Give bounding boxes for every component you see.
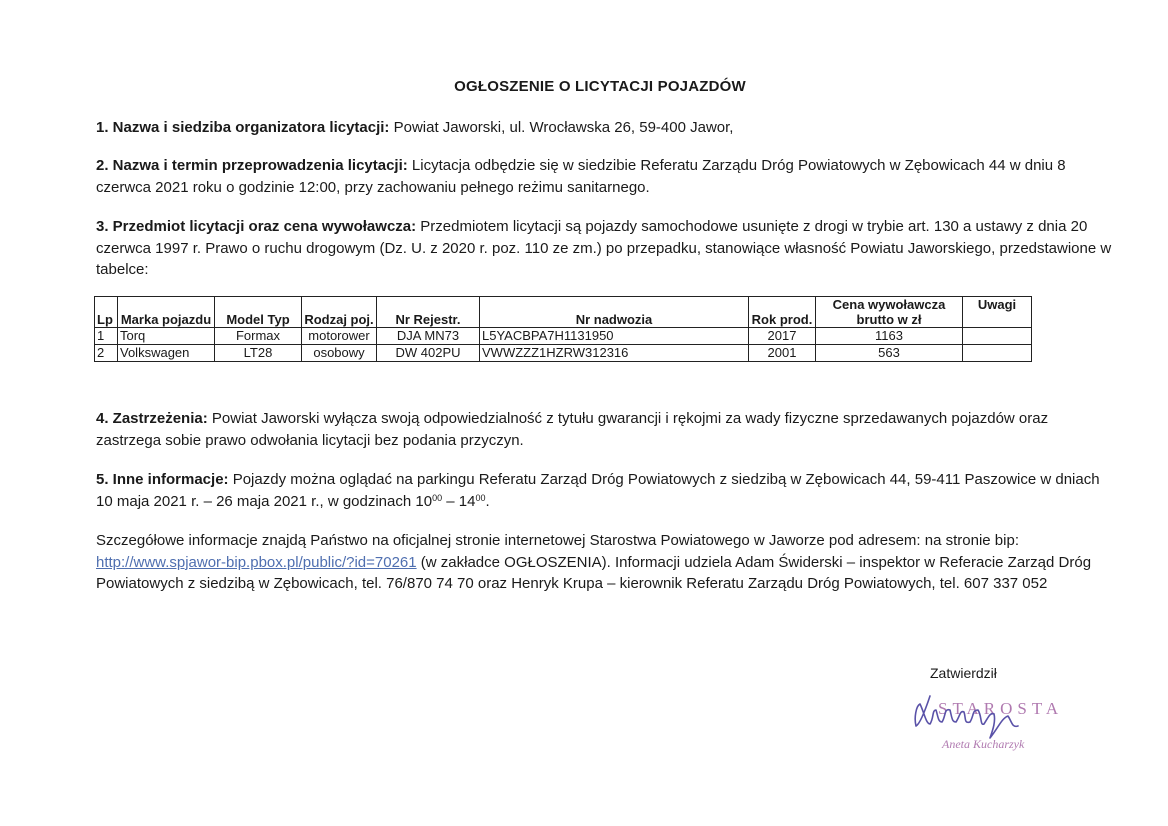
section-heading: 3. Przedmiot licytacji oraz cena wywoławcza:	[96, 218, 417, 235]
header-uwagi: Uwagi	[963, 297, 1032, 328]
section-subject	[96, 216, 1116, 281]
cell-marka: Volkswagen	[118, 345, 215, 362]
table-header-row	[95, 297, 1032, 328]
details-text-contact: (w zakładce OGŁOSZENIA). Informacji udziela Adam Świderski – inspektor w Referacie Zarząd Dróg Powiatowych z siedzibą w Zębowicach, tel. 76/870 74 70 oraz Henryk Krupa – kierownik Referatu Zarządu Dróg Powiatowych, tel. 607 337 052	[96, 553, 1092, 592]
header-lp: Lp	[95, 297, 118, 328]
cell-lp: 1	[95, 328, 118, 345]
section-end: .	[485, 492, 490, 510]
bip-link[interactable]: http://www.spjawor-bip.pbox.pl/public/?id=70261	[96, 553, 417, 571]
cell-nr: DW 402PU	[377, 345, 480, 362]
section-heading: 5. Inne informacje:	[96, 471, 229, 488]
stamp-title: STAROSTA	[938, 699, 1064, 718]
cell-model: Formax	[215, 328, 302, 345]
hour-superscript: 00	[432, 492, 443, 503]
section-date	[96, 155, 1116, 198]
document-title: OGŁOSZENIE O LICYTACJI POJAZDÓW	[454, 78, 746, 95]
header-rodzaj: Rodzaj poj.	[302, 297, 377, 328]
cell-uwagi	[963, 345, 1032, 362]
section-text: Powiat Jaworski wyłącza swoją odpowiedzialność z tytułu gwarancji i rękojmi za wady fizyczne sprzedawanych pojazdów oraz zastrzega sobie prawo odwołania licytacji bez podania przyczyn.	[96, 410, 1049, 449]
section-text: Pojazdy można oglądać na parkingu Referatu Zarząd Dróg Powiatowych z siedzibą w Zębowicach 44, 59-411 Paszowice w dniach 10 maja 2021 r. – 26 maja 2021 r., w godzinach 10	[96, 471, 1100, 510]
section-other-info	[96, 469, 1116, 512]
cell-rok: 2017	[749, 328, 816, 345]
cell-cena: 1163	[816, 328, 963, 345]
cell-uwagi	[963, 328, 1032, 345]
section-text: Przedmiotem licytacji są pojazdy samochodowe usunięte z drogi w trybie art. 130 a ustawy z dnia 20 czerwca 1997 r. Prawo o ruchu drogowym (Dz. U. z 2020 r. poz. 110 ze zm.) po przepadku, stanowiące własność Powiatu Jaworskiego, przedstawione w tabelce:	[96, 218, 1112, 278]
cell-marka: Torq	[118, 328, 215, 345]
cell-rodzaj: motorower	[302, 328, 377, 345]
section-reservations	[96, 408, 1116, 451]
section-text: Licytacja odbędzie się w siedzibie Referatu Zarządu Dróg Powiatowych w Zębowicach 44 w dniu 8 czerwca 2021 roku o godzinie 12:00, przy zachowaniu pełnego reżimu sanitarnego.	[96, 157, 1066, 196]
header-nadwozie: Nr nadwozia	[480, 297, 749, 328]
header-rok: Rok prod.	[749, 297, 816, 328]
header-model: Model Typ	[215, 297, 302, 328]
section-heading: 2. Nazwa i termin przeprowadzenia licytacji:	[96, 157, 408, 174]
stamp-name: Aneta Kucharzyk	[942, 737, 1025, 751]
hour-dash: – 14	[442, 492, 476, 510]
approved-label: Zatwierdził	[930, 665, 997, 681]
section-organizer	[96, 117, 1116, 139]
section-heading: 1. Nazwa i siedziba organizatora licytacji:	[96, 119, 390, 136]
cell-nr: DJA MN73	[377, 328, 480, 345]
table-row	[95, 345, 1032, 362]
header-nr: Nr Rejestr.	[377, 297, 480, 328]
signature-stamp	[908, 688, 1088, 758]
cell-lp: 2	[95, 345, 118, 362]
cell-nadwozie: VWWZZZ1HZRW312316	[480, 345, 749, 362]
vehicle-table	[94, 296, 1032, 362]
cell-rok: 2001	[749, 345, 816, 362]
cell-cena: 563	[816, 345, 963, 362]
header-cena: Cena wywoławcza brutto w zł	[816, 297, 963, 328]
details-paragraph	[96, 530, 1116, 595]
section-text: Powiat Jaworski, ul. Wrocławska 26, 59-400 Jawor,	[389, 119, 734, 136]
hour-superscript: 00	[475, 492, 486, 503]
table-row	[95, 328, 1032, 345]
section-heading: 4. Zastrzeżenia:	[96, 410, 208, 427]
cell-nadwozie: L5YACBPA7H1131950	[480, 328, 749, 345]
details-text: Szczegółowe informacje znajdą Państwo na oficjalnej stronie internetowej Starostwa Powiatowego w Jaworze pod adresem: na stronie bip:	[96, 532, 1019, 549]
cell-rodzaj: osobowy	[302, 345, 377, 362]
header-marka: Marka pojazdu	[118, 297, 215, 328]
cell-model: LT28	[215, 345, 302, 362]
